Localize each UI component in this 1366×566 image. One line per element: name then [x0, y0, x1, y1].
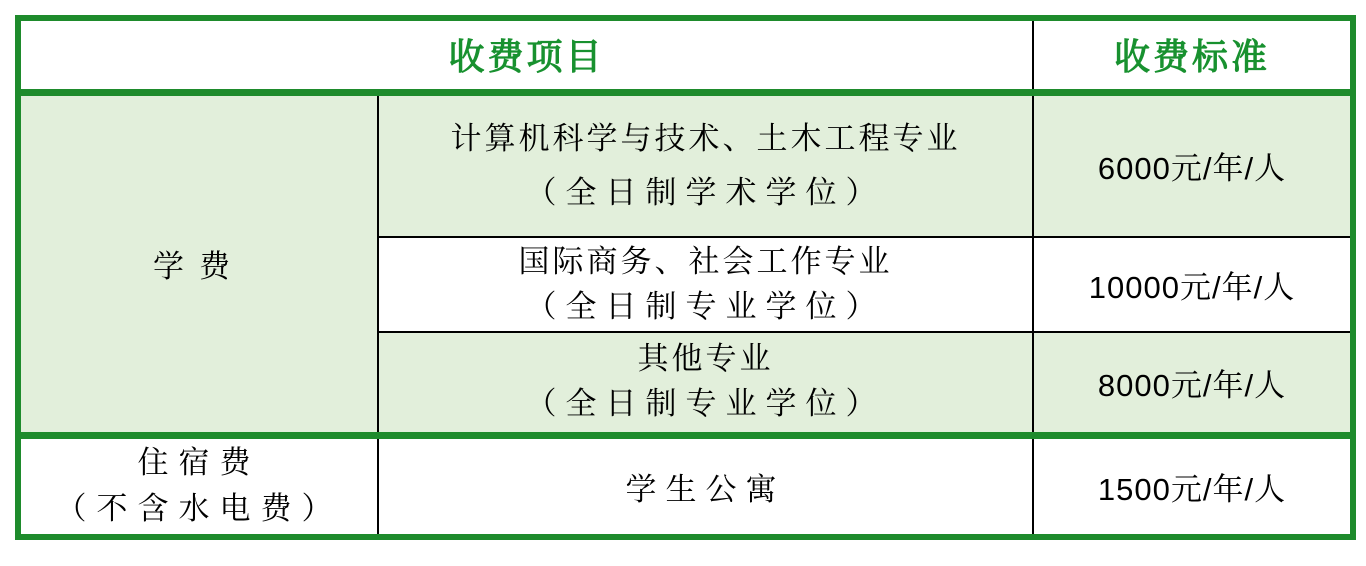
accommodation-label-note: （不含水电费）: [55, 491, 343, 526]
tuition-label-cell: [18, 92, 378, 435]
program-degree-2: （全日制专业学位）: [525, 288, 886, 324]
program-cell-1: [378, 92, 1033, 237]
accommodation-item-cell: [378, 435, 1033, 537]
accommodation-label: 住宿费: [137, 444, 261, 480]
program-degree-1: （全日制学术学位）: [525, 174, 886, 210]
program-cell-3: [378, 332, 1033, 435]
program-name-3: 其他专业: [637, 341, 774, 377]
fee-cell-1: 6000元/年/人: [1033, 92, 1353, 237]
tuition-label: 学费: [153, 249, 245, 284]
header-fee-standard: 收费标准: [1033, 18, 1353, 92]
fee-cell-2: 10000元/年/人: [1033, 237, 1353, 332]
tuition-row-1: [18, 92, 1353, 237]
accommodation-item: 学生公寓: [625, 471, 786, 507]
program-name-2: 国际商务、社会工作专业: [518, 243, 893, 279]
accommodation-row: [18, 435, 1353, 537]
program-name-1: 计算机科学与技术、土木工程专业: [450, 120, 961, 156]
header-fee-item: 收费项目: [18, 18, 1033, 92]
accommodation-label-cell: [18, 435, 378, 537]
fee-table: [15, 15, 1356, 540]
program-degree-3: （全日制专业学位）: [525, 386, 886, 422]
header-row: [18, 18, 1353, 92]
fee-cell-3: 8000元/年/人: [1033, 332, 1353, 435]
accommodation-fee-cell: 1500元/年/人: [1033, 435, 1353, 537]
program-cell-2: [378, 237, 1033, 332]
